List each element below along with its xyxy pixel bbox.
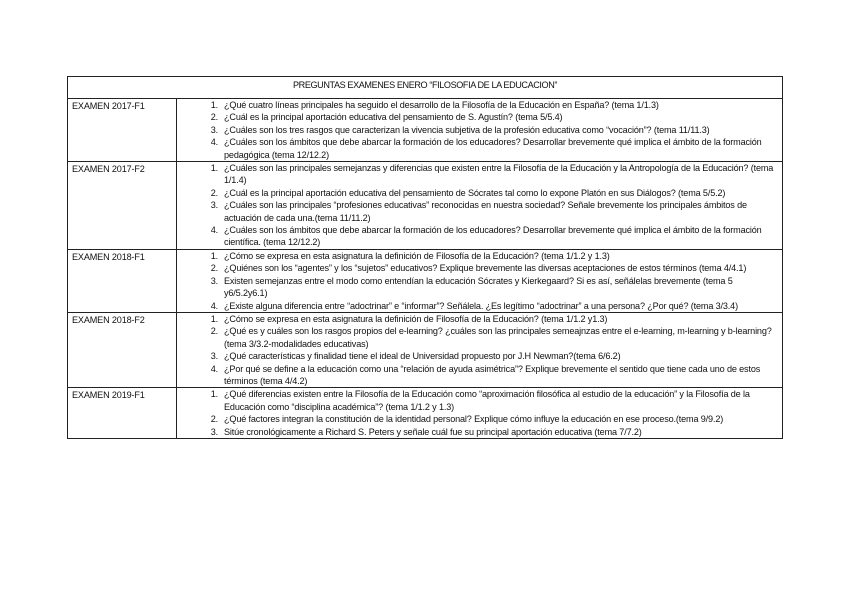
question-number: 2. xyxy=(210,112,218,123)
exam-label: EXAMEN 2017-F1 xyxy=(68,99,177,162)
exam-questions-cell xyxy=(177,388,783,439)
question-item xyxy=(177,262,774,274)
question-number: 2. xyxy=(210,187,218,198)
question-number: 1. xyxy=(210,250,218,261)
question-item xyxy=(177,99,774,111)
question-list xyxy=(177,313,774,387)
question-number: 2. xyxy=(210,414,218,425)
question-item xyxy=(177,426,774,438)
question-item xyxy=(177,325,774,350)
exam-questions-cell xyxy=(177,99,783,162)
exam-label: EXAMEN 2018-F1 xyxy=(68,249,177,312)
question-number: 3. xyxy=(210,275,218,286)
question-list xyxy=(177,388,774,438)
question-item xyxy=(177,275,774,300)
question-item xyxy=(177,162,774,187)
question-list xyxy=(177,162,774,249)
exam-row xyxy=(68,162,783,250)
question-list xyxy=(177,99,774,161)
exam-questions-table xyxy=(67,76,783,439)
question-item xyxy=(177,224,774,249)
question-text: ¿Cuáles son las principales semejanzas y diferencias que existen entre la Filosofía de la Educación y la Antropología de la Educación? (tema 1/1.4) xyxy=(224,163,774,186)
question-item xyxy=(177,199,774,224)
question-item xyxy=(177,111,774,123)
exam-row xyxy=(68,312,783,387)
question-number: 1. xyxy=(210,163,218,174)
exam-label: EXAMEN 2019-F1 xyxy=(68,388,177,439)
question-item xyxy=(177,187,774,199)
question-number: 3. xyxy=(210,200,218,211)
question-number: 4. xyxy=(210,300,218,311)
question-item xyxy=(177,124,774,136)
question-number: 3. xyxy=(210,351,218,362)
question-text: ¿Cómo se expresa en esta asignatura la definición de Filosofía de la Educación? (tema 1/1.2 y 1.3) xyxy=(224,250,610,261)
question-item xyxy=(177,136,774,161)
question-text: ¿Qué cuatro líneas principales ha seguido el desarrollo de la Filosofía de la Educación en España? (tema 1/1.3) xyxy=(224,100,659,110)
question-number: 3. xyxy=(210,124,218,135)
exam-questions-cell xyxy=(177,312,783,387)
question-number: 1. xyxy=(210,389,218,400)
exam-row xyxy=(68,249,783,312)
question-item xyxy=(177,300,774,312)
question-item xyxy=(177,250,774,262)
question-item xyxy=(177,388,774,413)
question-number: 1. xyxy=(210,100,218,110)
table-title: PREGUNTAS EXAMENES ENERO “FILOSOFIA DE LA EDUCACION” xyxy=(68,77,783,99)
question-item xyxy=(177,363,774,388)
exam-label: EXAMEN 2018-F2 xyxy=(68,312,177,387)
question-item xyxy=(177,313,774,325)
question-text: ¿Cómo se expresa en esta asignatura la definición de Filosofía de la Educación? (tema 1/1.2 y1.3) xyxy=(224,313,608,324)
question-number: 4. xyxy=(210,363,218,374)
question-number: 2. xyxy=(210,326,218,337)
question-list xyxy=(177,250,774,312)
question-item xyxy=(177,350,774,362)
question-number: 4. xyxy=(210,137,218,148)
question-text: ¿Qué diferencias existen entre la Filosofía de la Educación como “aproximación filosófica al estudio de la educación” y la Filosofía de la Educación como “disciplina académica”? (tema 1/1.2 y 1.3) xyxy=(224,389,750,412)
question-text: ¿Por qué se define a la educación como una “relación de ayuda asimétrica”? Explique brevemente el sentido que tiene cada uno de estos términos (tema 4/4.2) xyxy=(224,363,761,386)
question-number: 1. xyxy=(210,313,218,324)
question-number: 2. xyxy=(210,263,218,274)
exam-questions-cell xyxy=(177,162,783,250)
question-text: ¿Cuáles son los ámbitos que debe abarcar la formación de los educadores? Desarrollar brevemente qué implica el ámbito de la formación científica. (tema 12/12.2) xyxy=(224,225,762,248)
question-item xyxy=(177,413,774,425)
exam-questions-cell xyxy=(177,249,783,312)
question-text: ¿Cuáles son los tres rasgos que caracterizan la vivencia subjetiva de la profesión educativa como “vocación”? (tema 11/11.3) xyxy=(224,124,710,135)
question-text: ¿Cuál es la principal aportación educativa del pensamiento de S. Agustín? (tema 5/5.4) xyxy=(224,112,563,123)
question-text: ¿Existe alguna diferencia entre “adoctrinar” e “informar”? Señálela. ¿Es legítimo “adoctrinar” a una persona? ¿Por qué? (tema 3/3.4) xyxy=(224,300,738,311)
question-text: ¿Qué características y finalidad tiene el ideal de Universidad propuesto por J.H Newman?(tema 6/6.2) xyxy=(224,351,621,362)
question-text: Sitúe cronológicamente a Richard S. Peters y señale cuál fue su principal aportación educativa (tema 7/7.2) xyxy=(224,426,642,437)
exam-row xyxy=(68,99,783,162)
question-text: ¿Qué es y cuáles son los rasgos propios del e-learning? ¿cuáles son las principales semeajnzas entre el e-learning, m-learning y b-learning? (tema 3/3.2-modalidades educativas) xyxy=(224,326,772,349)
question-text: Existen semejanzas entre el modo como entendían la educación Sócrates y Kierkegaard? Si es así, señálelas brevemente (tema 5 y6/5.2y6.1) xyxy=(224,275,733,299)
question-text: ¿Qué factores integran la constitución de la identidad personal? Explique cómo influye la educación en ese proceso.(tema 9/9.2) xyxy=(224,414,724,425)
table-title-row xyxy=(68,77,783,99)
question-number: 4. xyxy=(210,225,218,236)
question-text: ¿Cuáles son los ámbitos que debe abarcar la formación de los educadores? Desarrollar brevemente qué implica el ámbito de la formación pedagógica (tema 12/12.2) xyxy=(224,137,762,160)
exam-row xyxy=(68,388,783,439)
exam-label: EXAMEN 2017-F2 xyxy=(68,162,177,250)
question-text: ¿Cuál es la principal aportación educativa del pensamiento de Sócrates tal como lo expone Platón en sus Diálogos? (tema 5/5.2) xyxy=(224,187,726,198)
question-text: ¿Cuáles son las principales “profesiones educativas” reconocidas en nuestra sociedad? Señale brevemente los principales ámbitos de actuación de cada una.(tema 11/11.2) xyxy=(224,200,747,223)
question-number: 3. xyxy=(210,426,218,437)
question-text: ¿Quiénes son los “agentes” y los “sujetos” educativos? Explique brevemente las diversas aceptaciones de estos términos (tema 4/4.1) xyxy=(224,263,747,274)
